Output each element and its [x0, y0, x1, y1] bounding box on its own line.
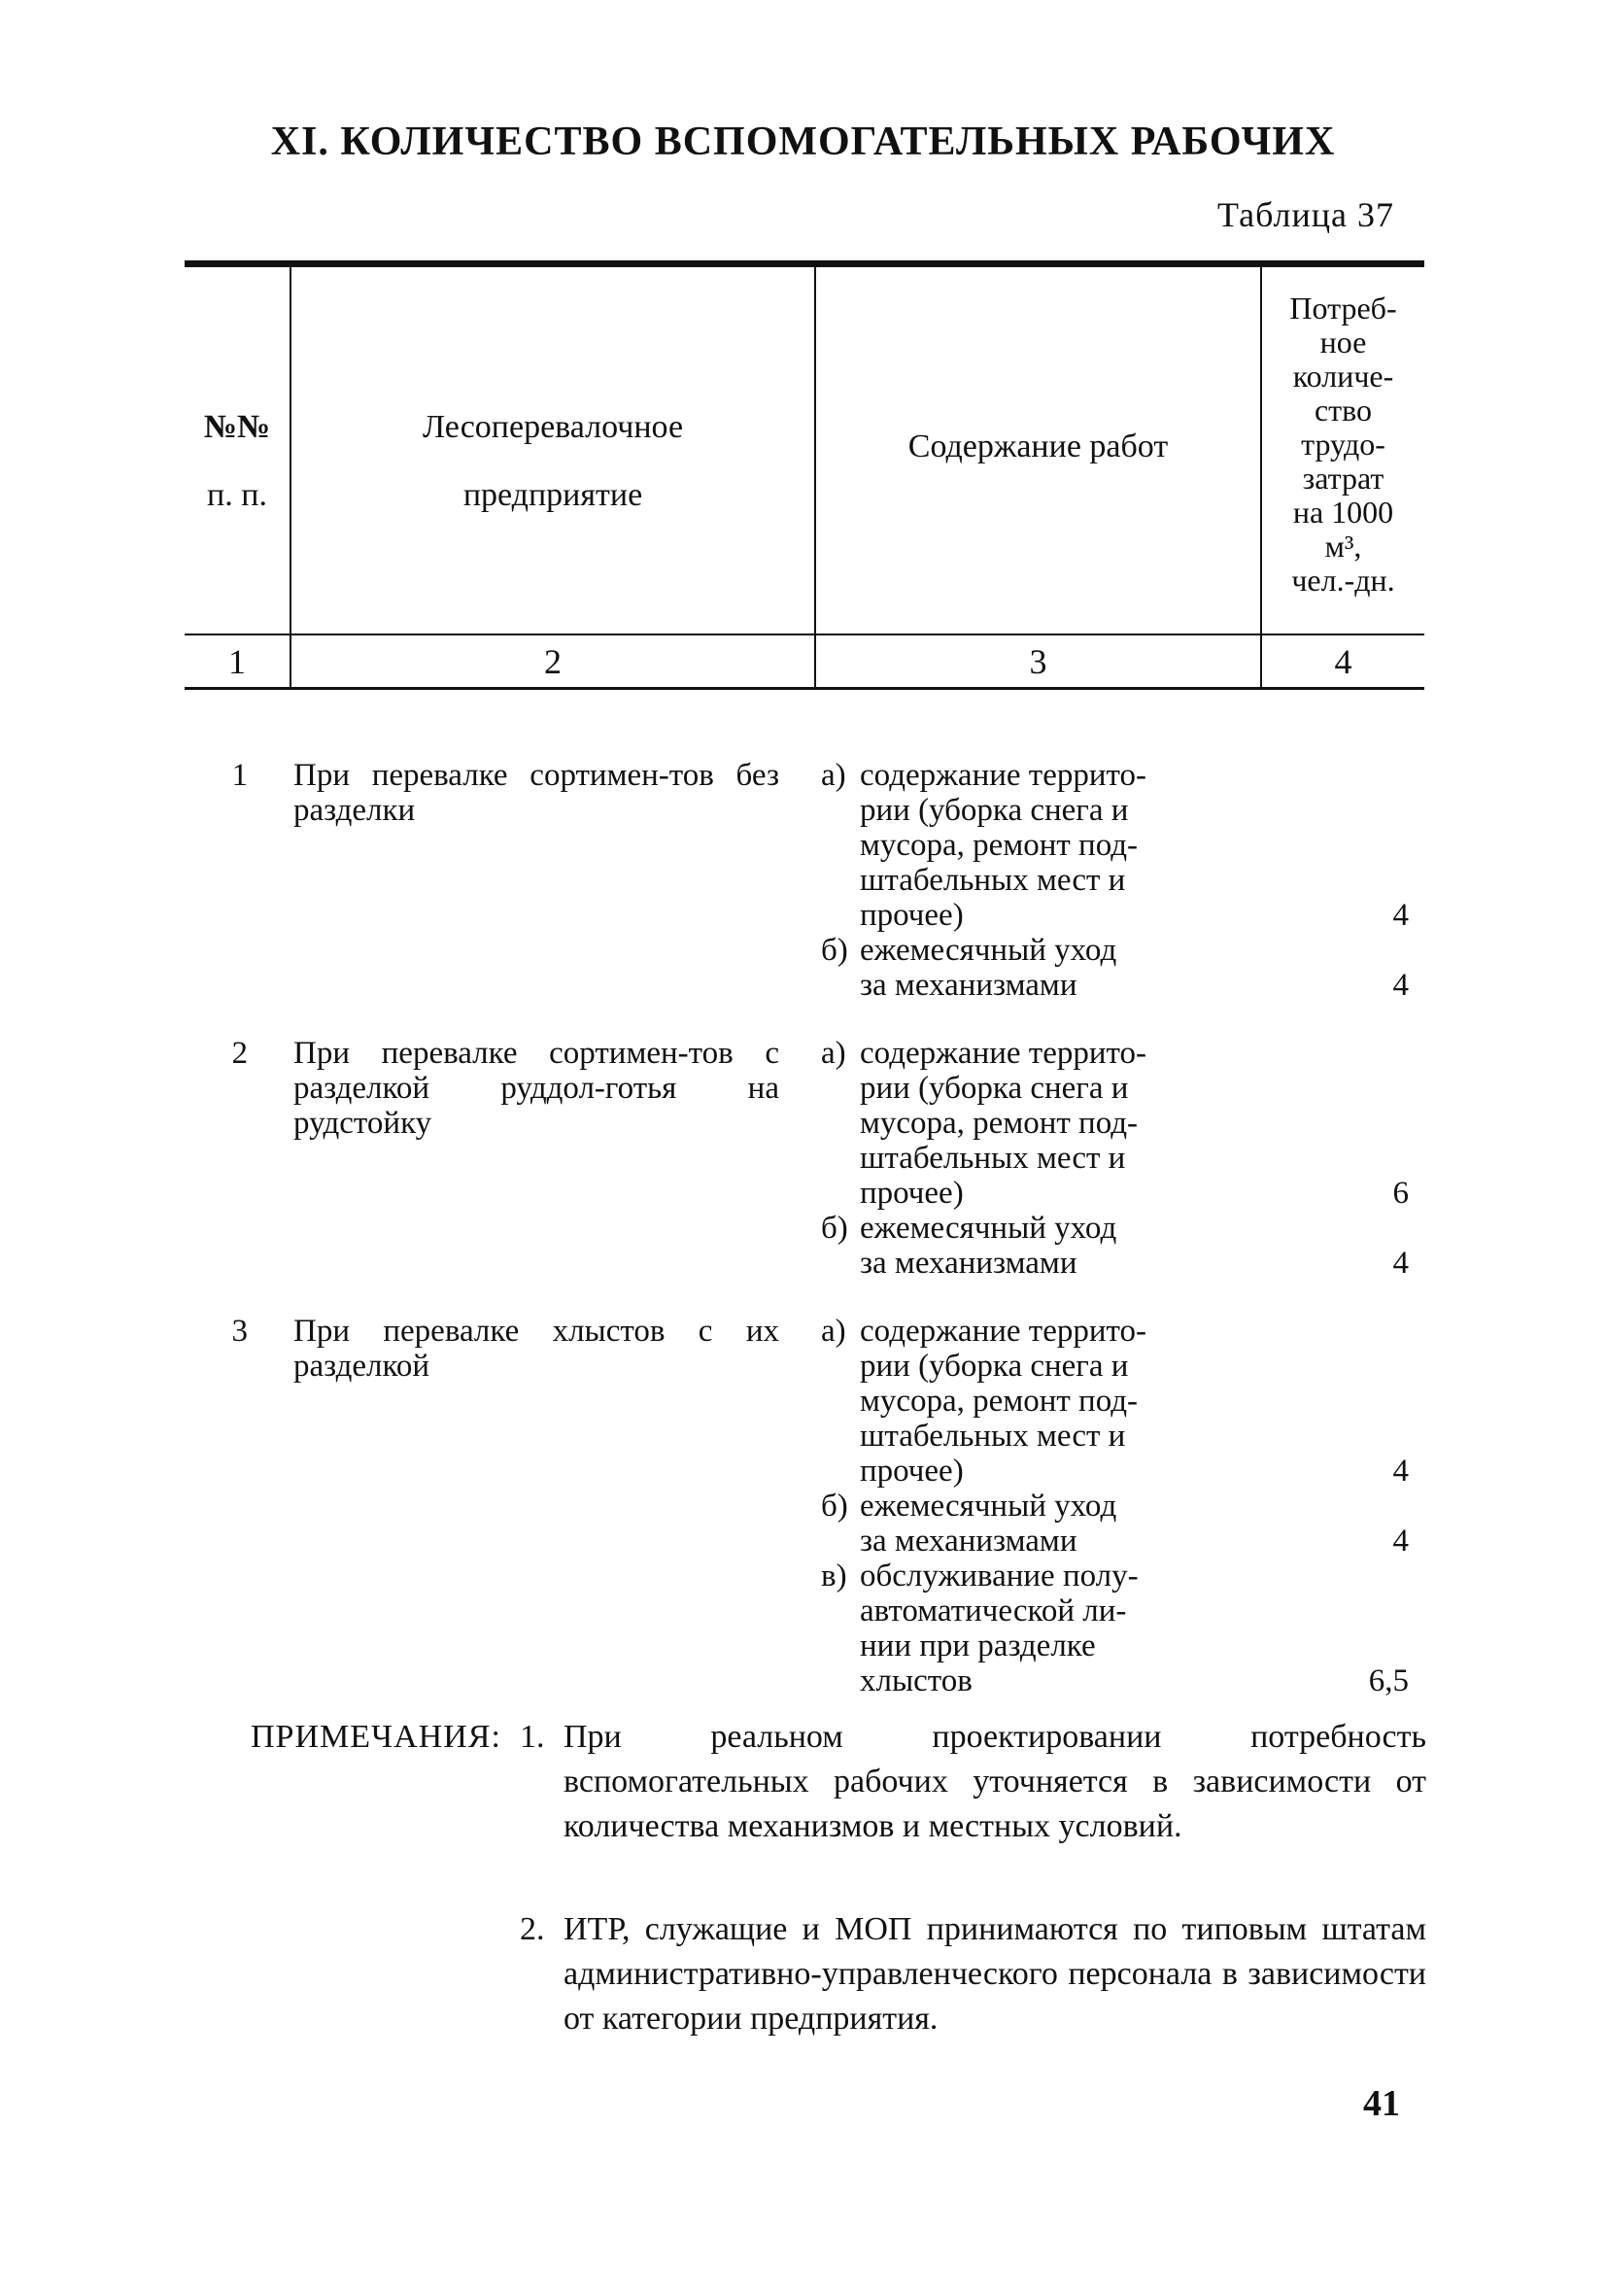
work-item-text: обслуживание полу- автоматической ли- нии при разделке хлыстов — [860, 1559, 1139, 1698]
work-item-text: ежемесячный уход за механизмами — [860, 933, 1117, 1003]
work-item-text: ежемесячный уход за механизмами — [860, 1489, 1117, 1559]
note-item — [520, 1715, 1426, 1849]
page-number: 41 — [1363, 2083, 1400, 2124]
row-works — [821, 1036, 1234, 1281]
work-value: 6 — [1392, 1176, 1409, 1211]
work-item-label: а) — [821, 758, 846, 793]
note-number: 1. — [520, 1719, 545, 1755]
header-col4-line: ство — [1314, 393, 1373, 428]
column-number: 4 — [1334, 642, 1352, 681]
work-value: 6,5 — [1368, 1663, 1409, 1698]
header-col2-line: Лесоперевалочное — [422, 409, 684, 445]
row-enterprise: При перевалке сортимен-тов без разделки — [293, 758, 779, 828]
header-bottom-rule — [185, 687, 1424, 690]
column-number: 1 — [228, 642, 246, 681]
table-top-rule — [185, 260, 1424, 267]
header-col4-line: чел.-дн. — [1291, 563, 1395, 598]
header-col4-line: количе- — [1292, 359, 1394, 394]
work-item-label: б) — [821, 1489, 848, 1524]
work-item-text: ежемесячный уход за механизмами — [860, 1211, 1117, 1281]
row-number: 3 — [231, 1314, 248, 1349]
header-col2-line: предприятие — [462, 477, 643, 513]
work-item-label: а) — [821, 1314, 846, 1349]
header-col1-line: №№ — [203, 409, 271, 445]
note-number: 2. — [520, 1911, 545, 1947]
header-col4-line: м³, — [1324, 529, 1362, 564]
work-value: 4 — [1392, 1454, 1409, 1489]
note-item — [520, 1907, 1426, 2041]
work-item-text: содержание террито- рии (уборка снега и мусора, ремонт под- штабельных мест и прочее) — [860, 1036, 1147, 1211]
work-value: 4 — [1392, 898, 1409, 933]
header-col3 — [816, 429, 1260, 465]
section-title: XI. КОЛИЧЕСТВО ВСПОМОГАТЕЛЬНЫХ РАБОЧИХ — [270, 120, 1336, 164]
column-number: 3 — [1029, 642, 1047, 681]
work-item-label: б) — [821, 1211, 848, 1246]
note-text: ИТР, служащие и МОП принимаются по типовым штатам административно-управленческого персонала в зависимости от категории предприятия. — [564, 1911, 1426, 2037]
column-number: 2 — [544, 642, 562, 681]
table-label: Таблица 37 — [1217, 195, 1394, 234]
header-mid-rule — [185, 634, 1424, 635]
work-item-label: в) — [821, 1559, 847, 1593]
header-col3-text: Содержание работ — [907, 428, 1169, 464]
col-divider-2 — [814, 267, 816, 687]
work-value: 4 — [1392, 1524, 1409, 1559]
header-col4 — [1262, 291, 1424, 598]
work-item — [821, 1211, 1234, 1281]
work-item — [821, 1314, 1234, 1489]
work-value: 4 — [1392, 968, 1409, 1003]
work-value: 4 — [1392, 1246, 1409, 1281]
row-number: 1 — [231, 758, 248, 793]
header-col1-line: п. п. — [207, 477, 267, 513]
header-col2 — [291, 394, 814, 530]
header-col4-line: Потреб- — [1289, 291, 1397, 326]
work-item — [821, 1559, 1234, 1698]
work-item-text: содержание террито- рии (уборка снега и мусора, ремонт под- штабельных мест и прочее) — [860, 758, 1147, 933]
header-col4-line: трудо- — [1301, 427, 1385, 462]
work-item-text: содержание террито- рии (уборка снега и мусора, ремонт под- штабельных мест и прочее) — [860, 1314, 1147, 1489]
work-item — [821, 1036, 1234, 1211]
header-col4-line: на 1000 — [1292, 495, 1394, 530]
row-number: 2 — [231, 1036, 248, 1071]
header-col4-line: затрат — [1302, 461, 1384, 496]
work-item-label: б) — [821, 933, 848, 968]
row-enterprise: При перевалке хлыстов с их разделкой — [293, 1314, 779, 1384]
header-col1 — [185, 394, 290, 530]
header-col4-line: ное — [1319, 325, 1367, 360]
work-item — [821, 1489, 1234, 1559]
notes-heading: ПРИМЕЧАНИЯ: — [251, 1719, 501, 1755]
work-item — [821, 758, 1234, 933]
row-enterprise: При перевалке сортимен-тов с разделкой руддол-готья на рудстойку — [293, 1036, 779, 1141]
row-works — [821, 758, 1234, 1003]
work-item — [821, 933, 1234, 1003]
row-works — [821, 1314, 1234, 1698]
work-item-label: а) — [821, 1036, 846, 1071]
note-text: При реальном проектировании потребность вспомогательных рабочих уточняется в зависимости от количества механизмов и местных условий. — [564, 1719, 1426, 1844]
